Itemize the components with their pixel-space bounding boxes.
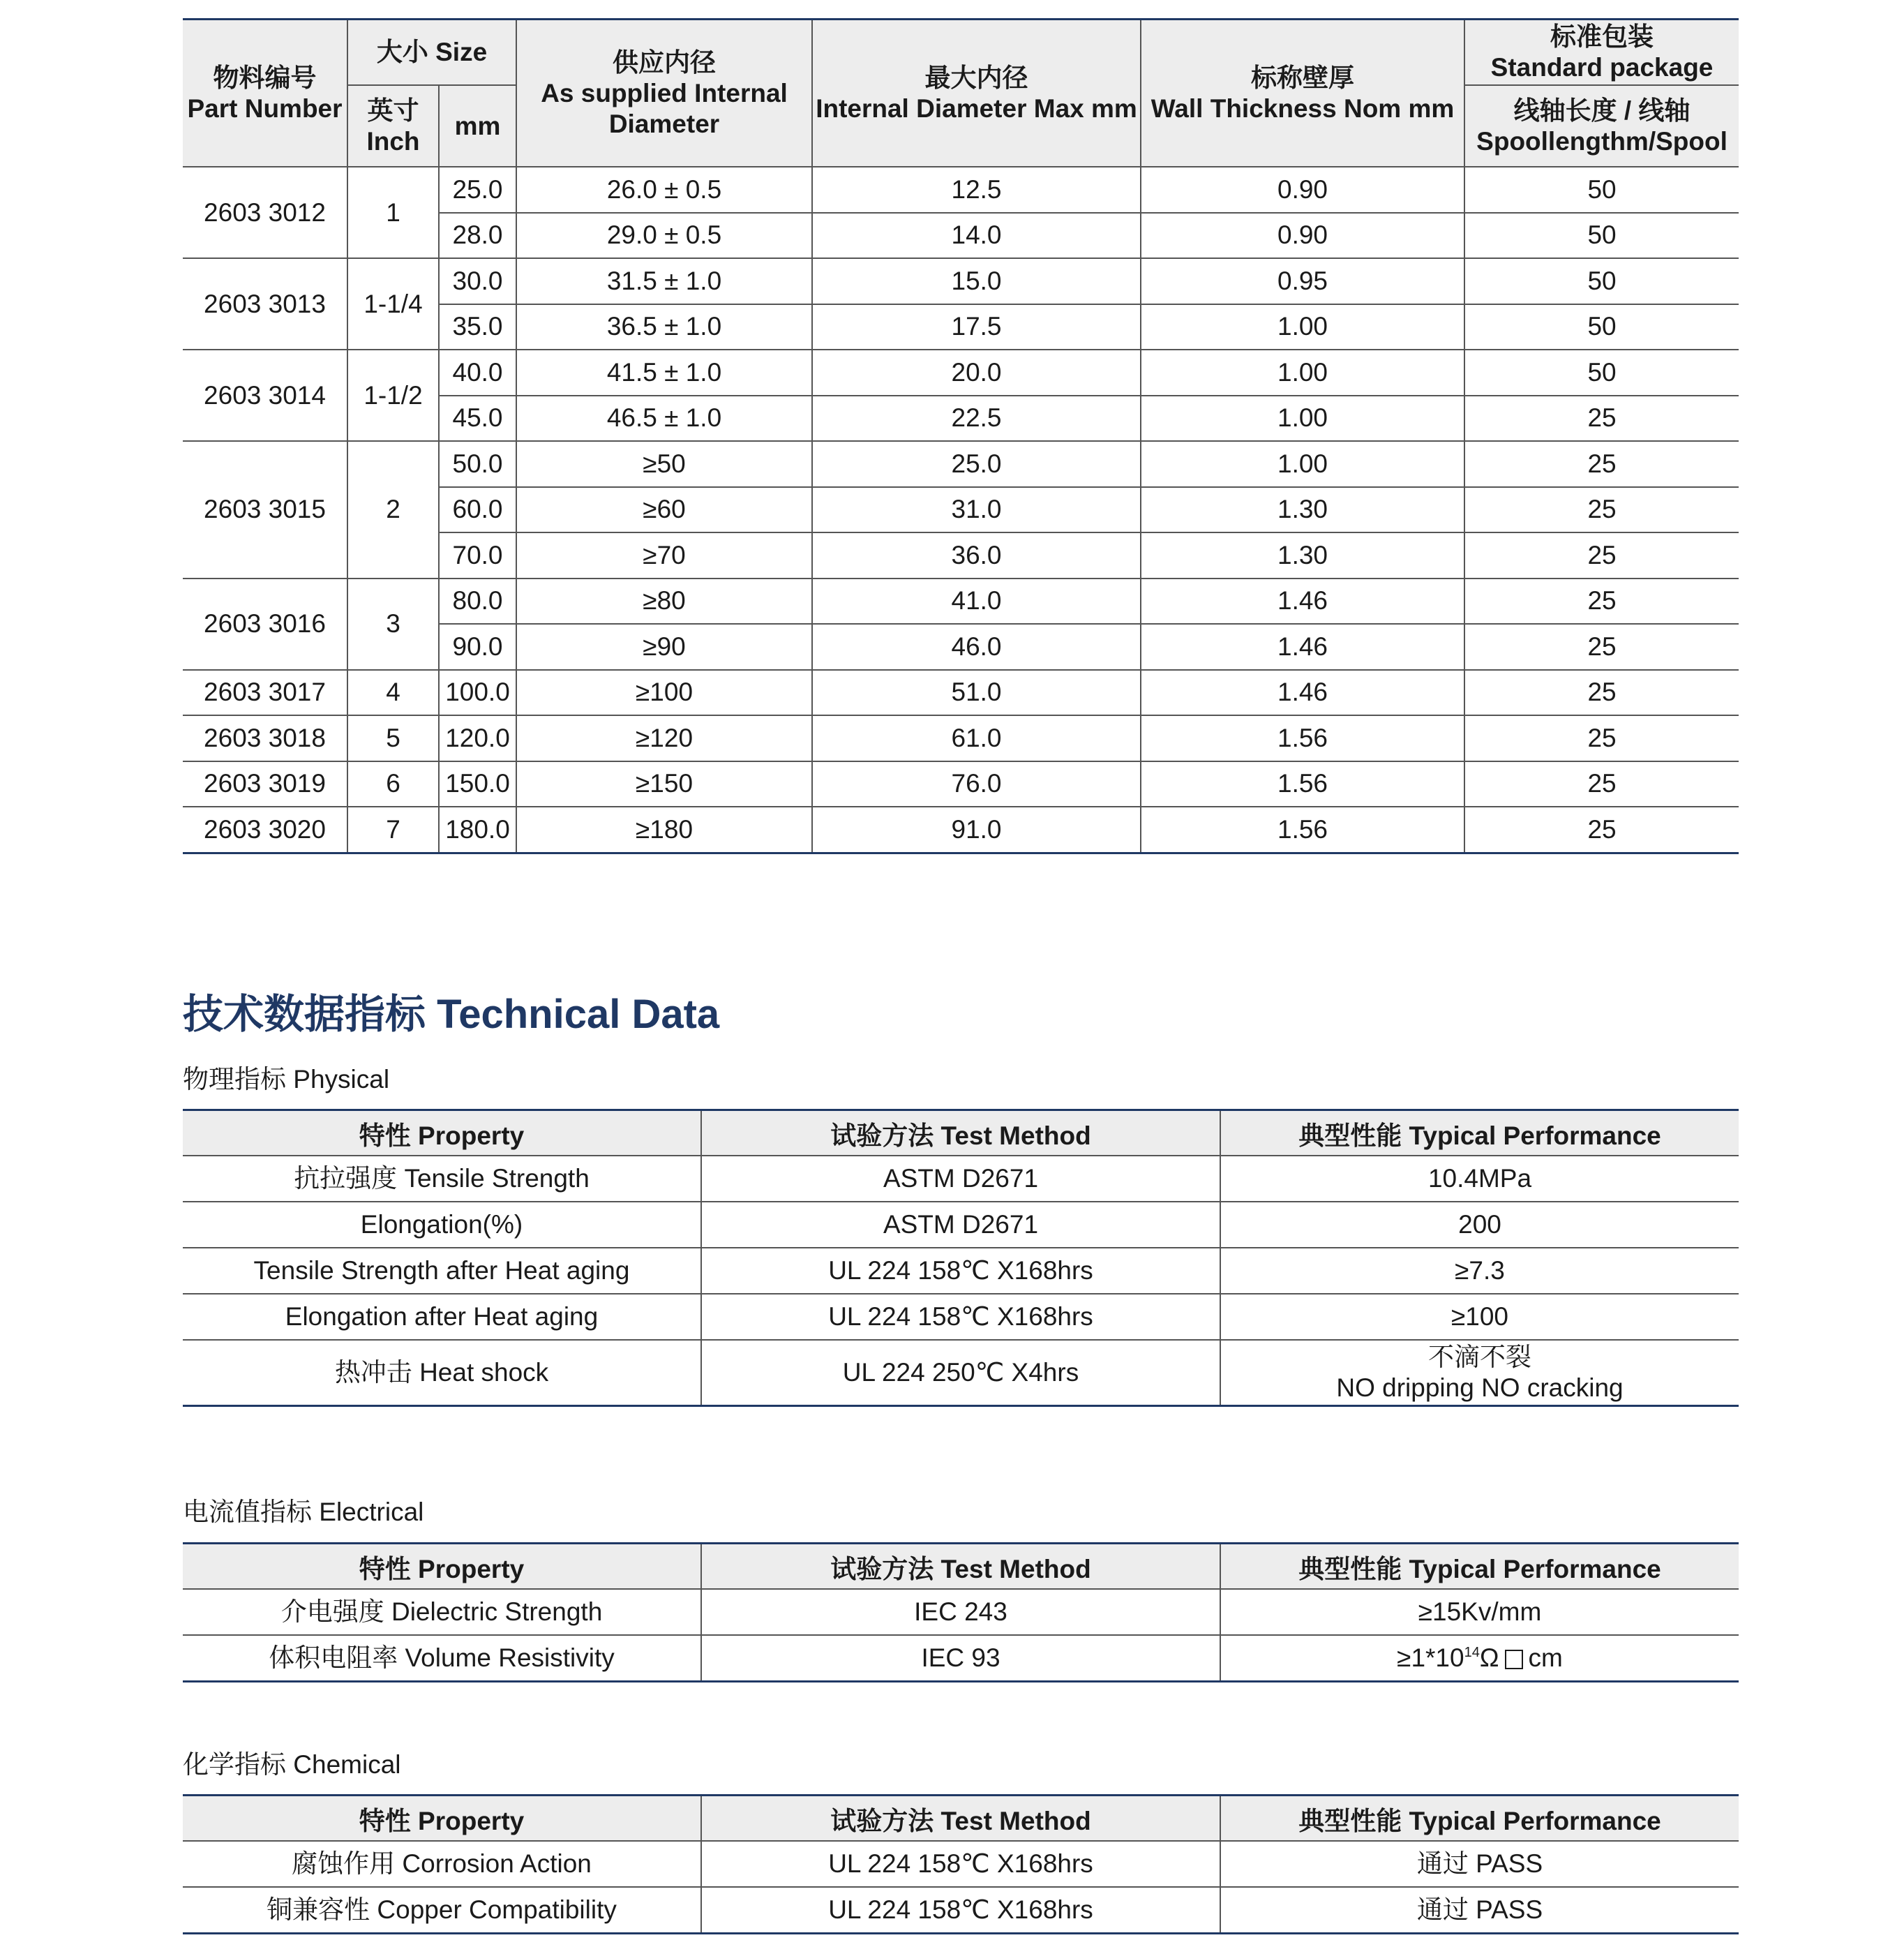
max-id-cell: 76.0 xyxy=(812,761,1141,807)
mm-cell: 60.0 xyxy=(439,487,516,533)
header-max-id: 最大内径 Internal Diameter Max mm xyxy=(812,20,1141,167)
spool-length-cell: 50 xyxy=(1464,304,1739,350)
table-row xyxy=(183,1340,1739,1406)
max-id-cell: 36.0 xyxy=(812,532,1141,579)
part-number-cell: 2603 3020 xyxy=(183,807,347,853)
inch-cell: 6 xyxy=(347,761,439,807)
part-number-cell: 2603 3012 xyxy=(183,167,347,258)
method-cell: UL 224 158℃ X168hrs xyxy=(701,1841,1220,1887)
supplied-id-cell: ≥80 xyxy=(516,579,812,625)
supplied-id-cell: 46.5 ± 1.0 xyxy=(516,396,812,442)
method-cell: UL 224 158℃ X168hrs xyxy=(701,1294,1220,1340)
spec-table-body xyxy=(183,167,1739,853)
supplied-id-cell: ≥70 xyxy=(516,532,812,579)
header-wall-thickness: 标称壁厚 Wall Thickness Nom mm xyxy=(1141,20,1464,167)
method-cell: ASTM D2671 xyxy=(701,1202,1220,1248)
supplied-id-cell: 36.5 ± 1.0 xyxy=(516,304,812,350)
method-cell: IEC 243 xyxy=(701,1589,1220,1635)
max-id-cell: 61.0 xyxy=(812,715,1141,761)
performance-cell: 10.4MPa xyxy=(1220,1156,1739,1202)
method-cell: UL 224 250℃ X4hrs xyxy=(701,1340,1220,1406)
mm-cell: 40.0 xyxy=(439,350,516,396)
spool-length-cell: 50 xyxy=(1464,350,1739,396)
inch-cell: 2 xyxy=(347,441,439,579)
header-typical-performance: 典型性能 Typical Performance xyxy=(1220,1544,1739,1590)
table-row xyxy=(183,1202,1739,1248)
page xyxy=(183,18,1739,1924)
spool-length-cell: 25 xyxy=(1464,761,1739,807)
property-cell: 腐蚀作用 Corrosion Action xyxy=(183,1841,701,1887)
inch-cell: 1-1/4 xyxy=(347,258,439,350)
square-glyph-icon xyxy=(1505,1650,1523,1669)
header-size: 大小 Size xyxy=(347,20,516,86)
performance-cell: 200 xyxy=(1220,1202,1739,1248)
inch-cell: 1-1/2 xyxy=(347,350,439,441)
wall-thickness-cell: 1.56 xyxy=(1141,807,1464,853)
table-row xyxy=(183,1635,1739,1682)
wall-thickness-cell: 1.00 xyxy=(1141,350,1464,396)
mm-cell: 80.0 xyxy=(439,579,516,625)
performance-cell: $\ge 1*10^{14}\Omega$ cm xyxy=(1397,1643,1563,1672)
header-inch: 英寸 Inch xyxy=(347,85,439,167)
property-cell: 铜兼容性 Copper Compatibility xyxy=(183,1887,701,1934)
electrical-label: 电流值指标 Electrical xyxy=(183,1498,424,1526)
supplied-id-cell: ≥100 xyxy=(516,670,812,716)
mm-cell: 150.0 xyxy=(439,761,516,807)
max-id-cell: 14.0 xyxy=(812,213,1141,259)
header-part-number: 物料编号 Part Number xyxy=(183,20,347,167)
wall-thickness-cell: 1.30 xyxy=(1141,532,1464,579)
property-cell: Elongation(%) xyxy=(183,1202,701,1248)
header-typical-performance: 典型性能 Typical Performance xyxy=(1220,1110,1739,1156)
mm-cell: 30.0 xyxy=(439,258,516,304)
header-supplied-id: 供应内径 As supplied Internal Diameter xyxy=(516,20,812,167)
header-test-method: 试验方法 Test Method xyxy=(701,1110,1220,1156)
chemical-table xyxy=(183,1794,1739,1934)
supplied-id-cell: 31.5 ± 1.0 xyxy=(516,258,812,304)
table-row xyxy=(183,1294,1739,1340)
spool-length-cell: 25 xyxy=(1587,814,1617,844)
max-id-cell: 41.0 xyxy=(812,579,1141,625)
performance-cell: ≥100 xyxy=(1220,1294,1739,1340)
electrical-table xyxy=(183,1542,1739,1682)
max-id-cell: 20.0 xyxy=(812,350,1141,396)
header-mm: mm xyxy=(439,85,516,167)
wall-thickness-cell: 1.00 xyxy=(1141,304,1464,350)
performance-cell: ≥7.3 xyxy=(1220,1248,1739,1294)
table-row xyxy=(183,1841,1739,1887)
property-cell: 介电强度 Dielectric Strength xyxy=(183,1589,701,1635)
inch-cell: 1 xyxy=(347,167,439,258)
table-row xyxy=(183,670,1739,716)
wall-thickness-cell: 1.46 xyxy=(1141,670,1464,716)
header-property: 特性 Property xyxy=(183,1796,701,1842)
max-id-cell: 22.5 xyxy=(812,396,1141,442)
supplied-id-cell: 41.5 ± 1.0 xyxy=(516,350,812,396)
mm-cell: 35.0 xyxy=(439,304,516,350)
method-cell: ASTM D2671 xyxy=(701,1156,1220,1202)
spool-length-cell: 25 xyxy=(1464,670,1739,716)
max-id-cell: 25.0 xyxy=(812,441,1141,487)
max-id-cell: 17.5 xyxy=(812,304,1141,350)
property-cell: Tensile Strength after Heat aging xyxy=(183,1248,701,1294)
wall-thickness-cell: 1.00 xyxy=(1141,441,1464,487)
spool-length-cell: 25 xyxy=(1464,715,1739,761)
mm-cell: 25.0 xyxy=(439,167,516,213)
supplied-id-cell: ≥90 xyxy=(516,624,812,670)
spool-length-cell: 25 xyxy=(1464,441,1739,487)
header-spool-length: 线轴长度 / 线轴 Spoollengthm/Spool xyxy=(1464,85,1739,167)
max-id-cell: 15.0 xyxy=(812,258,1141,304)
mm-cell: 45.0 xyxy=(439,396,516,442)
wall-thickness-cell: 0.90 xyxy=(1141,167,1464,213)
supplied-id-cell: ≥120 xyxy=(516,715,812,761)
spool-length-cell: 25 xyxy=(1464,396,1739,442)
mm-cell: 70.0 xyxy=(439,532,516,579)
property-cell: 热冲击 Heat shock xyxy=(183,1340,701,1406)
supplied-id-cell: ≥60 xyxy=(516,487,812,533)
property-cell: 抗拉强度 Tensile Strength xyxy=(183,1156,701,1202)
table-row xyxy=(183,579,1739,625)
spool-length-cell: 25 xyxy=(1464,532,1739,579)
header-test-method: 试验方法 Test Method xyxy=(701,1796,1220,1842)
mm-cell: 180.0 xyxy=(439,807,516,853)
property-cell: Elongation after Heat aging xyxy=(183,1294,701,1340)
wall-thickness-cell: 1.56 xyxy=(1141,715,1464,761)
table-row xyxy=(183,761,1739,807)
inch-cell: 3 xyxy=(347,579,439,670)
supplied-id-cell: ≥150 xyxy=(516,761,812,807)
method-cell: UL 224 158℃ X168hrs xyxy=(701,1248,1220,1294)
part-number-cell: 2603 3019 xyxy=(183,761,347,807)
table-row xyxy=(183,715,1739,761)
inch-cell: 4 xyxy=(347,670,439,716)
mm-cell: 90.0 xyxy=(439,624,516,670)
inch-cell: 7 xyxy=(347,807,439,853)
part-number-cell: 2603 3013 xyxy=(183,258,347,350)
performance-cell: ≥15Kv/mm xyxy=(1220,1589,1739,1635)
spool-length-cell: 25 xyxy=(1464,624,1739,670)
table-row xyxy=(183,167,1739,213)
supplied-id-cell: 26.0 ± 0.5 xyxy=(516,167,812,213)
header-typical-performance: 典型性能 Typical Performance xyxy=(1220,1796,1739,1842)
table-row xyxy=(183,441,1739,487)
table-row xyxy=(183,807,1739,853)
wall-thickness-cell: 1.00 xyxy=(1141,396,1464,442)
table-row xyxy=(183,258,1739,304)
header-property: 特性 Property xyxy=(183,1544,701,1590)
wall-thickness-cell: 1.46 xyxy=(1141,624,1464,670)
header-property: 特性 Property xyxy=(183,1110,701,1156)
part-number-cell: 2603 3016 xyxy=(183,579,347,670)
spool-length-cell: 50 xyxy=(1464,258,1739,304)
max-id-cell: 91.0 xyxy=(812,807,1141,853)
max-id-cell: 51.0 xyxy=(812,670,1141,716)
wall-thickness-cell: 1.56 xyxy=(1141,761,1464,807)
method-cell: IEC 93 xyxy=(701,1635,1220,1682)
part-number-cell: 2603 3014 xyxy=(183,350,347,441)
wall-thickness-cell: 1.46 xyxy=(1141,579,1464,625)
mm-cell: 50.0 xyxy=(439,441,516,487)
max-id-cell: 31.0 xyxy=(812,487,1141,533)
header-standard-package: 标准包装 Standard package xyxy=(1464,20,1739,86)
spool-length-cell: 25 xyxy=(1464,487,1739,533)
table-row xyxy=(183,1248,1739,1294)
table-row xyxy=(183,1156,1739,1202)
performance-cell: 通过 PASS xyxy=(1220,1841,1739,1887)
wall-thickness-cell: 1.30 xyxy=(1141,487,1464,533)
chemical-label: 化学指标 Chemical xyxy=(183,1750,401,1779)
inch-cell: 5 xyxy=(347,715,439,761)
wall-thickness-cell: 0.95 xyxy=(1141,258,1464,304)
physical-label: 物理指标 Physical xyxy=(183,1065,390,1094)
table-row xyxy=(183,1589,1739,1635)
part-number-cell: 2603 3015 xyxy=(183,441,347,579)
spec-table xyxy=(183,18,1739,854)
mm-cell: 120.0 xyxy=(439,715,516,761)
mm-cell: 100.0 xyxy=(439,670,516,716)
spool-length-cell: 50 xyxy=(1464,213,1739,259)
max-id-cell: 46.0 xyxy=(812,624,1141,670)
supplied-id-cell: ≥180 xyxy=(516,807,812,853)
supplied-id-cell: ≥50 xyxy=(516,441,812,487)
technical-data-title: 技术数据指标 Technical Data xyxy=(183,992,720,1037)
table-row xyxy=(183,350,1739,396)
spool-length-cell: 50 xyxy=(1464,167,1739,213)
method-cell: UL 224 158℃ X168hrs xyxy=(701,1887,1220,1934)
part-number-cell: 2603 3018 xyxy=(183,715,347,761)
property-cell: 体积电阻率 Volume Resistivity xyxy=(183,1635,701,1682)
supplied-id-cell: 29.0 ± 0.5 xyxy=(516,213,812,259)
performance-cell: 不滴不裂 NO dripping NO cracking xyxy=(1336,1343,1624,1402)
physical-table xyxy=(183,1109,1739,1407)
mm-cell: 28.0 xyxy=(439,213,516,259)
wall-thickness-cell: 0.90 xyxy=(1141,213,1464,259)
header-test-method: 试验方法 Test Method xyxy=(701,1544,1220,1590)
spool-length-cell: 25 xyxy=(1464,579,1739,625)
performance-cell: 通过 PASS xyxy=(1416,1895,1543,1924)
table-row xyxy=(183,1887,1739,1934)
max-id-cell: 12.5 xyxy=(812,167,1141,213)
part-number-cell: 2603 3017 xyxy=(183,670,347,716)
